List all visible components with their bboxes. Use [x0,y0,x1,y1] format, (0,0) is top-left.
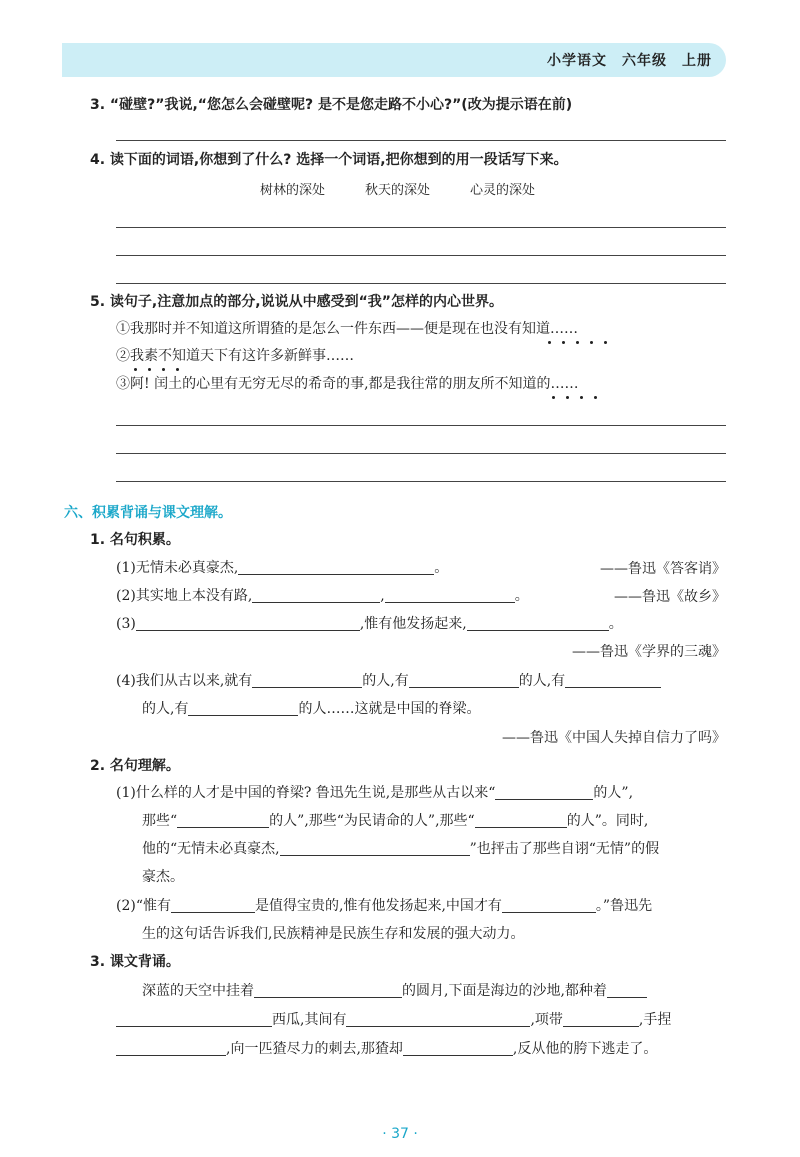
answer-line[interactable] [116,227,726,228]
p2-line-2: 那些“ 的人”,那些“为民请命的人”,那些“ 的人”。同时, [142,813,649,829]
p2-line-5: (2)“惟有 是值得宝贵的,惟有他发扬起来,中国才有 。”鲁迅先 [116,898,653,914]
fill-blank[interactable] [346,1010,530,1027]
item-2: (2)其实地上本没有路, , 。 [116,588,529,604]
p2-line-6: 生的这句话告诉我们,民族精神是民族生存和发展的强大动力。 [142,926,525,942]
answer-line[interactable] [116,425,726,426]
fill-blank[interactable] [188,699,298,716]
p3-line-1: 深蓝的天空中挂着 的圆月,下面是海边的沙地,都种着 [142,981,647,1001]
sentence-1: ①我那时并不知道这所谓猹的是怎么一件东西——便是现在也没有知道…… [116,321,578,337]
emphasis-dots [134,368,179,371]
source-4: ——鲁迅《中国人失掉自信力了吗》 [502,730,726,746]
answer-line[interactable] [116,255,726,256]
header-title: 小学语文 六年级 上册 [547,53,712,69]
fill-blank[interactable] [563,1010,639,1027]
fill-blank[interactable] [254,981,402,998]
fill-blank[interactable] [171,896,255,913]
sentence-2: ②我素不知道天下有这许多新鲜事…… [116,348,354,364]
answer-line[interactable] [116,453,726,454]
page-number: · 37 · [382,1126,418,1142]
fill-blank[interactable] [403,1039,513,1056]
section-6-title: 六、积累背诵与课文理解。 [64,505,232,521]
answer-line[interactable] [116,481,726,482]
fill-blank[interactable] [502,896,596,913]
item-4-line-1: (4)我们从古以来,就有 的人,有 的人,有 [116,671,661,691]
item-4-line-2: 的人,有 的人……这就是中国的脊梁。 [142,701,481,717]
p3-line-2: 西瓜,其间有 ,项带 ,手捏 [116,1010,671,1030]
fill-blank[interactable] [475,811,567,828]
p2-line-3: 他的“无情未必真豪杰, ”也抨击了那些自诩“无情”的假 [142,841,660,857]
question-4: 4. 读下面的词语,你想到了什么? 选择一个词语,把你想到的用一段话写下来。 [90,152,568,168]
sentence-3: ③阿! 闰土的心里有无穷无尽的希奇的事,都是我往常的朋友所不知道的…… [116,376,579,392]
part-1-title: 1. 名句积累。 [90,532,180,548]
fill-blank[interactable] [607,981,647,998]
question-5: 5. 读句子,注意加点的部分,说说从中感受到“我”怎样的内心世界。 [90,294,503,310]
answer-line[interactable] [116,140,726,141]
fill-blank[interactable] [252,671,362,688]
item-3: (3) ,惟有他发扬起来, 。 [116,616,623,632]
fill-blank[interactable] [565,671,661,688]
part-2-title: 2. 名句理解。 [90,758,180,774]
word-list [240,181,555,201]
fill-blank[interactable] [238,558,434,575]
fill-blank[interactable] [136,614,360,631]
word-2: 秋天的深处 [365,183,431,198]
emphasis-dots [548,341,607,344]
p3-line-3: ,向一匹猹尽力的刺去,那猹却 ,反从他的胯下逃走了。 [116,1039,657,1059]
item-1: (1)无情未必真豪杰, 。 [116,560,449,576]
question-3: 3. “碰壁?”我说,“您怎么会碰壁呢? 是不是您走路不小心?”(改为提示语在前) [90,97,573,113]
fill-blank[interactable] [280,839,470,856]
fill-blank[interactable] [177,811,269,828]
emphasis-dots [552,396,597,399]
fill-blank[interactable] [252,586,380,603]
source-1: ——鲁迅《答客诮》 [600,561,726,577]
fill-blank[interactable] [495,783,593,800]
source-3: ——鲁迅《学界的三魂》 [572,644,726,660]
fill-blank[interactable] [409,671,519,688]
fill-blank[interactable] [116,1039,226,1056]
p2-line-4: 豪杰。 [142,869,184,885]
word-3: 心灵的深处 [470,183,536,198]
header-bar [62,43,726,77]
part-3-title: 3. 课文背诵。 [90,954,180,970]
p2-line-1: (1)什么样的人才是中国的脊梁? 鲁迅先生说,是那些从古以来“ 的人”, [116,785,634,801]
word-1: 树林的深处 [260,183,326,198]
fill-blank[interactable] [467,614,609,631]
fill-blank[interactable] [385,586,515,603]
answer-line[interactable] [116,283,726,284]
source-2: ——鲁迅《故乡》 [614,589,726,605]
fill-blank[interactable] [116,1010,272,1027]
